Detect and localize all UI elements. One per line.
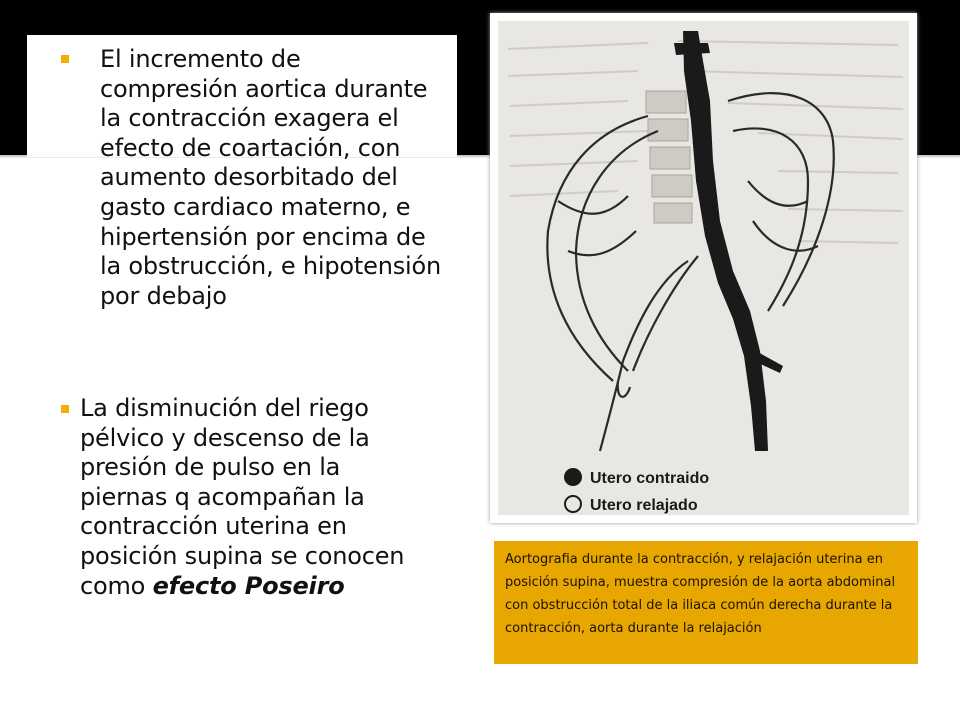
bullet-marker — [61, 55, 69, 63]
bullet-text-1: El incremento de compresión aortica durante la contracción exagera el efecto de coartación, con aumento desorbitado del gasto cardiaco materno, e hipertensión por encima de la obstrucción, e hipotensión por debajo — [100, 45, 441, 310]
bullet-text-2-main: La disminución del riego pélvico y descenso de la presión de pulso en la piernas q acompañan la contracción uterina en posición supina se conocen como — [80, 394, 405, 600]
legend-contracted: Utero contraido — [590, 470, 710, 487]
figure-caption — [494, 541, 918, 664]
bullet-marker — [61, 405, 69, 413]
aortography-drawing — [498, 21, 909, 515]
legend-open-circle — [565, 496, 581, 512]
aortography-image — [498, 21, 909, 515]
caption-text: Aortografia durante la contracción, y relajación uterina en posición supina, muestra compresión de la aorta abdominal con obstrucción total de la iliaca común derecha durante la contracción, aorta durante la relajación — [505, 552, 896, 636]
bullet-text-2 — [80, 394, 420, 601]
legend-relaxed: Utero relajado — [590, 497, 698, 514]
aortography-figure — [490, 13, 917, 523]
legend-filled-circle — [564, 468, 582, 486]
bullet-text-2-emphasis: efecto Poseiro — [152, 571, 345, 600]
